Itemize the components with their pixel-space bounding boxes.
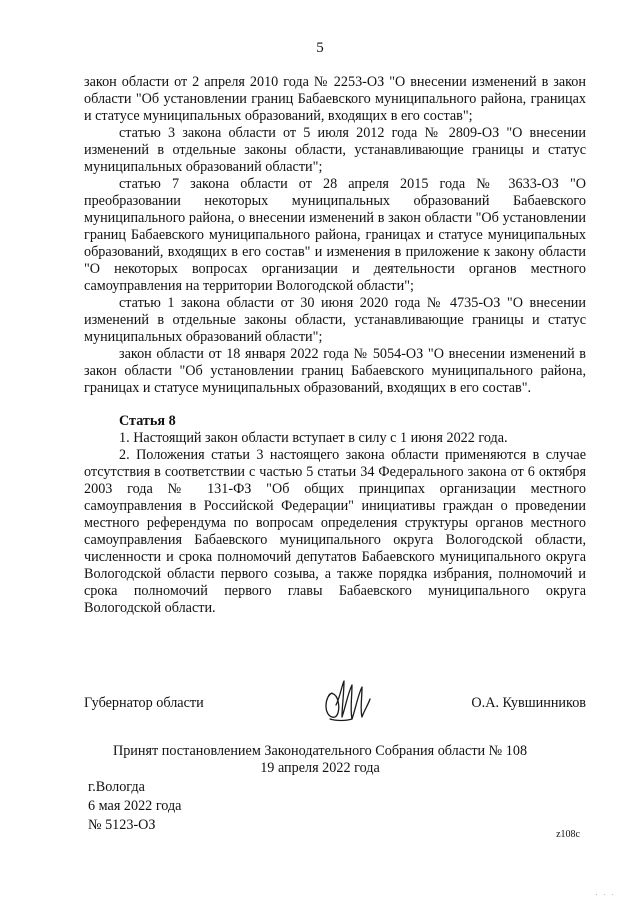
law-number: № 5123-ОЗ <box>88 817 156 833</box>
article-8-title: Статья 8 <box>119 413 176 429</box>
paragraph-law-2010: закон области от 2 апреля 2010 года № 2253-ОЗ "О внесении изменений в закон области "Об установлении границ Бабаевского муниципального района, границах и статусе муниципальных образований, входящих в его состав"; <box>84 74 586 124</box>
place-and-date <box>88 778 181 835</box>
city: г.Вологда <box>88 779 145 795</box>
governor-name: О.А. Кувшинников <box>471 695 586 711</box>
page-number: 5 <box>316 40 324 56</box>
paragraph-law-2022: закон области от 18 января 2022 года № 5054-ОЗ "О внесении изменений в закон области "Об установлении границ Бабаевского муниципального района, границах и статусе муниципальных образований, входящих в его состав". <box>84 346 586 396</box>
governor-title: Губернатор области <box>84 695 204 711</box>
document-code: z108c <box>556 829 580 840</box>
adoption-note <box>0 743 640 777</box>
adoption-line-2: 19 апреля 2022 года <box>260 760 380 776</box>
handwritten-signature <box>322 675 374 725</box>
scan-corner-mark: · · · <box>595 891 616 899</box>
article-8-item-1: 1. Настоящий закон области вступает в силу с 1 июня 2022 года. <box>119 430 508 446</box>
paragraph-law-2020: статью 1 закона области от 30 июня 2020 года № 4735-ОЗ "О внесении изменений в отдельные законы области, устанавливающие границы и статус муниципальных образований области"; <box>84 295 586 345</box>
law-date: 6 мая 2022 года <box>88 798 182 814</box>
paragraph-law-2012: статью 3 закона области от 5 июля 2012 года № 2809-ОЗ "О внесении изменений в отдельные законы области, устанавливающие границы и статус муниципальных образований области"; <box>84 125 586 175</box>
article-8-item-2: 2. Положения статьи 3 настоящего закона области применяются в случае отсутствия в соответствии с частью 5 статьи 34 Федерального закона от 6 октября 2003 года № 131-ФЗ "Об общих принципах организации местного самоуправления в Российской Федерации" инициативы граждан о проведении местного референдума по вопросам определения структуры органов местного самоуправления Бабаевского муниципального округа Вологодской области, численности и срока полномочий депутатов Бабаевского муниципального округа Вологодской области первого созыва, а также порядка избрания, полномочий и срока полномочий первого главы Бабаевского муниципального округа Вологодской области. <box>84 447 586 616</box>
signature-block <box>84 690 586 720</box>
document-body <box>84 74 586 617</box>
paragraph-law-2015: статью 7 закона области от 28 апреля 2015 года № 3633-ОЗ "О преобразовании некоторых муниципальных образований Бабаевского муниципального района, о внесении изменений в закон области "Об установлении границ Бабаевского муниципального района, границах и статусе муниципальных образований, входящих в его состав" и изменения в приложение к закону области "О некоторых вопросах организации и деятельности органов местного самоуправления на территории Вологодской области"; <box>84 176 586 294</box>
adoption-line-1: Принят постановлением Законодательного Собрания области № 108 <box>112 743 528 759</box>
